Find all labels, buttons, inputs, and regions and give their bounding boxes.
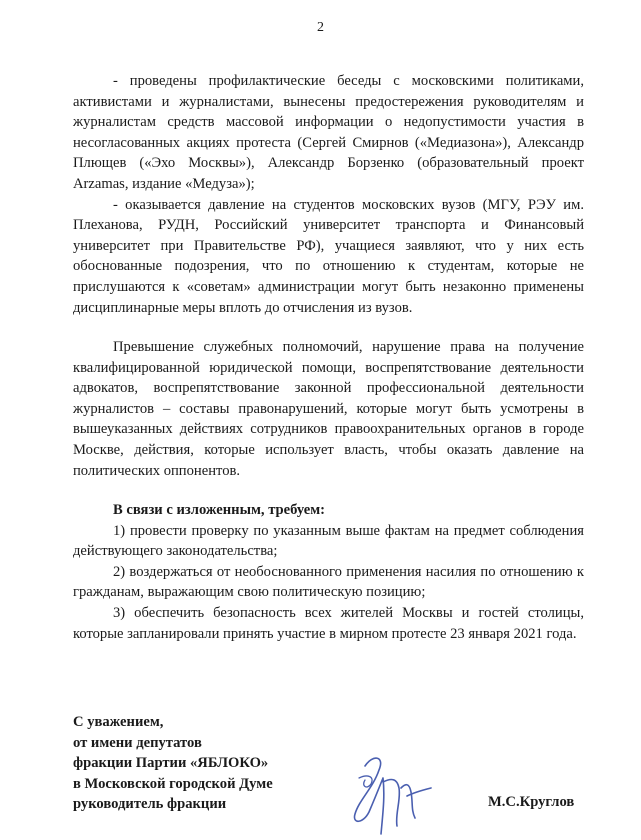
handwritten-signature: [345, 748, 440, 840]
list-section: [73, 71, 584, 318]
page-number: 2: [317, 20, 324, 35]
violations-paragraph: Превышение служебных полномочий, нарушение права на получение квалифицированной юридической помощи, воспрепятствование деятельности адвокатов, воспрепятствование законной профессиональной деятельности журналистов – составы правонарушений, которые могут быть усмотрены в вышеуказанных действиях сотрудников правоохранительных органов в городе Москве, действия, которые использует власть, чтобы оказать давление на политических оппонентов.: [73, 339, 584, 479]
demand-item-2: 2) воздержаться от необоснованного применения насилия по отношению к гражданам, выражающим свою политическую позицию;: [73, 563, 584, 601]
signature-stroke-main: [354, 758, 431, 834]
signature-block: [73, 712, 373, 815]
demand-item-3: 3) обеспечить безопасность всех жителей Москвы и гостей столицы, которые запланировали принять участие в мирном протесте 23 января 2021 года.: [73, 604, 584, 642]
violations-section: [73, 337, 584, 481]
demand-item-1: 1) провести проверку по указанным выше фактам на предмет соблюдения действующего законодательства;: [73, 522, 584, 560]
signature-stroke-loop: [359, 776, 372, 787]
demands-heading: В связи с изложенным, требуем:: [113, 502, 326, 518]
list-item-detentions: - проведены профилактические беседы с московскими политиками, активистами и журналистами, вынесены предостережения руководителям и журналистам средств массовой информации о недопустимости участия в несогласованных акциях протеста (Сергей Смирнов («Медиазона»), Александр Плющев («Эхо Москвы»), Александр Борзенко (образовательный проект Arzamas, издание «Медуза»);: [73, 73, 584, 192]
behalf-line: от имени депутатов: [73, 734, 202, 751]
closing-line: С уважением,: [73, 714, 164, 730]
role-line: руководитель фракции: [73, 796, 227, 812]
demands-section: [73, 500, 584, 644]
signer-name: М.С.Круглов: [488, 794, 575, 810]
duma-line: в Московской городской Думе: [73, 775, 273, 792]
faction-line: фракции Партии «ЯБЛОКО»: [73, 755, 269, 771]
list-item-students: - оказывается давление на студентов московских вузов (МГУ, РЭУ им. Плеханова, РУДН, Российский университет транспорта и Финансовый университет при Правительстве РФ), учащиеся заявляют, что у них есть обоснованные подозрения, что по отношению к студентам, которые не прислушаются к «советам» администрации могут быть незаконно применены дисциплинарные меры вплоть до отчисления из вузов.: [73, 196, 584, 316]
